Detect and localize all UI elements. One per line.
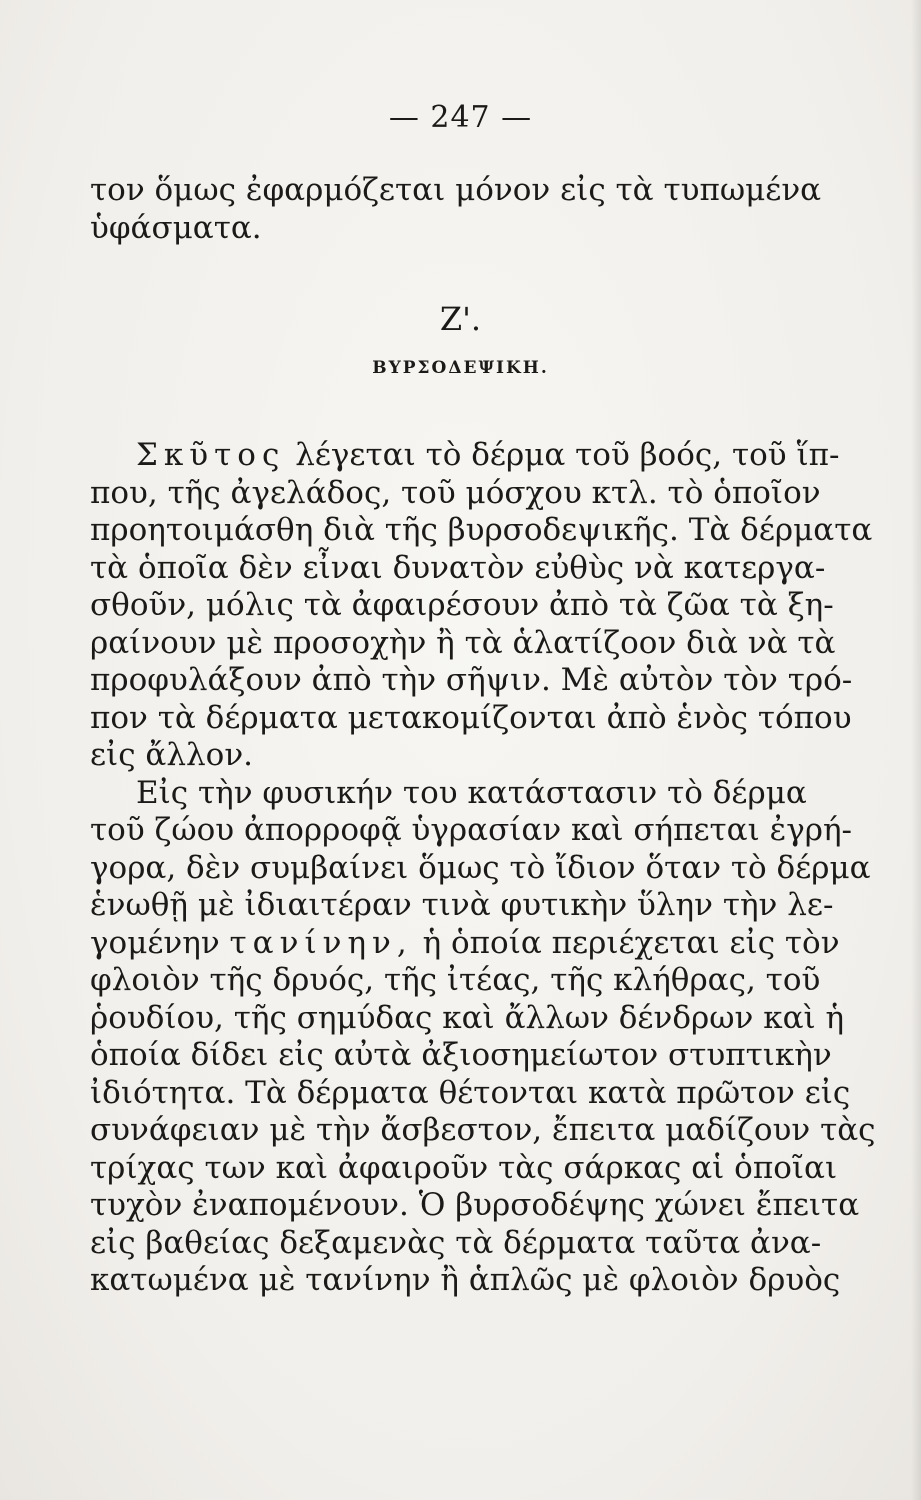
section-title: ΒΥΡΣΟΔΕΨΙΚΗ.	[372, 358, 549, 378]
emphasized-term: τανίνην,	[229, 924, 413, 961]
text-line: που, τῆς ἀγελάδος, τοῦ μόσχου κτλ. τὸ ὁποῖον	[90, 474, 821, 511]
text-line: σθοῦν, μόλις τὰ ἀφαιρέσουν ἀπὸ τὰ ζῶα τὰ ξη-	[90, 587, 834, 623]
text-span: ἡ ὁποία περιέχεται εἰς τὸν	[422, 924, 840, 961]
section-number: Ζ'.	[439, 300, 482, 338]
text-line: ἑνωθῇ μὲ ἰδιαιτέραν τινὰ φυτικὴν ὕλην τὴν λε-	[90, 887, 834, 923]
text-span: λέγεται τὸ δέρμα τοῦ βοός, τοῦ ἵπ-	[295, 437, 840, 473]
page-number: — 247 —	[388, 100, 533, 135]
text-line: Εἰς τὴν φυσικήν του κατάστασιν τὸ δέρμα	[136, 774, 807, 811]
text-line: εἰς βαθείας δεξαμενὰς τὰ δέρματα ταῦτα ἀνα-	[90, 1224, 822, 1261]
text-line: γορα, δὲν συμβαίνει ὅμως τὸ ἴδιον ὅταν τὸ δέρμα	[90, 849, 871, 886]
lead-text	[90, 172, 822, 247]
text-line: τοῦ ζώου ἀπορροφᾷ ὑγρασίαν καὶ σήπεται ἐγρή-	[90, 812, 853, 848]
text-line	[90, 437, 840, 475]
emphasized-term: Σκῦτος	[136, 437, 286, 473]
text-line: ὁποία δίδει εἰς αὐτὰ ἀξιοσημείωτον στυπτικὴν	[90, 1037, 832, 1073]
text-line: κατωμένα μὲ τανίνην ἢ ἁπλῶς μὲ φλοιὸν δρυὸς	[90, 1262, 841, 1298]
text-line: εἰς ἄλλον.	[90, 737, 254, 773]
section-body	[90, 437, 876, 1300]
text-line: προητοιμάσθη διὰ τῆς βυρσοδεψικῆς. Τὰ δέρματα	[90, 512, 873, 548]
text-line: ραίνουν μὲ προσοχὴν ἢ τὰ ἁλατίζοον διὰ νὰ τὰ	[90, 624, 836, 661]
text-line: πον τὰ δέρματα μετακομίζονται ἀπὸ ἑνὸς τόπου	[90, 699, 852, 736]
text-line: τον ὅμως ἐφαρμόζεται μόνον εἰς τὰ τυπωμένα	[90, 172, 822, 208]
text-line: προφυλάξουν ἀπὸ τὴν σῆψιν. Μὲ αὐτὸν τὸν τρό-	[90, 662, 853, 698]
text-line: ῥουδίου, τῆς σημύδας καὶ ἄλλων δένδρων καὶ ἡ	[90, 999, 845, 1036]
text-span: γομένην	[90, 924, 220, 961]
text-line: συνάφειαν μὲ τὴν ἄσβεστον, ἔπειτα μαδίζουν τὰς	[90, 1112, 876, 1148]
text-line: ὑφάσματα.	[90, 209, 262, 246]
text-line: φλοιὸν τῆς δρυός, τῆς ἰτέας, τῆς κλήθρας, τοῦ	[90, 962, 821, 998]
text-line: τυχὸν ἐναπομένουν. Ὁ βυρσοδέψης χώνει ἔπειτα	[90, 1187, 860, 1223]
page-edge-shadow	[911, 0, 921, 1500]
text-line: ἰδιότητα. Τὰ δέρματα θέτονται κατὰ πρῶτον εἰς	[90, 1074, 851, 1111]
text-line	[90, 924, 840, 963]
text-line: τὰ ὁποῖα δὲν εἶναι δυνατὸν εὐθὺς νὰ κατεργα-	[90, 549, 826, 586]
text-line: τρίχας των καὶ ἀφαιροῦν τὰς σάρκας αἱ ὁποῖαι	[90, 1149, 838, 1186]
